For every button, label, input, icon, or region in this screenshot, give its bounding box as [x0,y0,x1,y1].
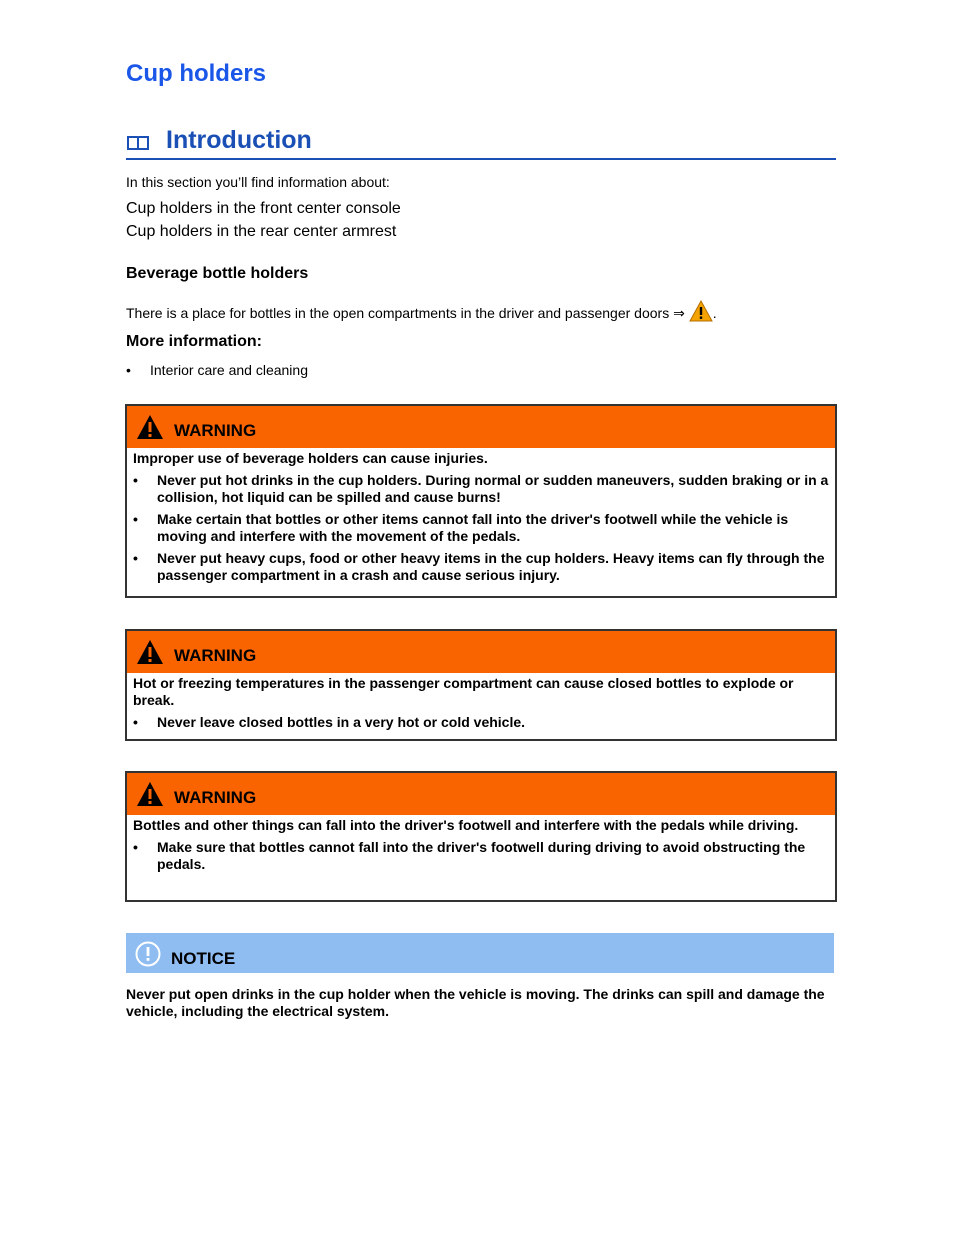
warning-icon [136,781,164,807]
more-info-item[interactable] [126,362,308,378]
warning-title: WARNING [174,421,257,440]
topic-front-console[interactable]: Cup holders in the front center console [126,200,401,217]
warning-body [127,815,835,884]
bullet: • [133,472,138,488]
warning-item-text: Never put hot drinks in the cup holders. During normal or sudden maneuvers, sudden braking or in a collision, hot liquid can be spilled and cause burns! [157,472,829,505]
notice-header [126,933,834,973]
more-info-heading: More information: [126,333,262,350]
bottle-text-end: . [712,305,717,321]
warning-item-text: Never leave closed bottles in a very hot or cold vehicle. [157,714,526,730]
warning-box [125,404,837,598]
section-header [126,126,836,160]
notice-title: NOTICE [171,949,236,968]
intro-text: In this section you’ll find information about: [126,174,390,190]
warning-ref-icon[interactable] [689,300,713,325]
warning-item [133,472,829,506]
warning-header [127,773,835,815]
bullet: • [133,550,138,566]
warning-icon [136,414,164,440]
warning-lead: Improper use of beverage holders can cause injuries. [133,450,488,466]
warning-title: WARNING [174,646,257,665]
topic-rear-armrest[interactable]: Cup holders in the rear center armrest [126,223,397,240]
warning-lead: Bottles and other things can fall into the driver's footwell and interfere with the pedals while driving. [133,817,799,833]
warning-title: WARNING [174,788,257,807]
warning-item [133,511,829,545]
page-title: Cup holders [126,60,267,87]
warning-header [127,406,835,448]
section-title: Introduction [166,126,312,154]
more-info-link[interactable]: Interior care and cleaning [150,362,308,378]
notice-text: Never put open drinks in the cup holder when the vehicle is moving. The drinks can spill and damage the vehicle, including the electrical system. [126,986,825,1019]
bottle-paragraph [126,300,717,325]
warning-icon [136,639,164,665]
warning-item [133,839,829,873]
warning-body [127,673,835,742]
warning-item [133,714,829,731]
warning-header [127,631,835,673]
warning-item-text: Never put heavy cups, food or other heavy items in the cup holders. Heavy items can fly through the passenger compartment in a crash and cause serious injury. [157,550,825,583]
bullet: • [133,714,138,730]
book-icon [126,134,150,157]
exclamation-circle-icon [135,941,161,967]
warning-body [127,448,835,595]
warning-item [133,550,829,584]
warning-item-text: Make sure that bottles cannot fall into the driver's footwell during driving to avoid obstructing the pedals. [157,839,806,872]
warning-box [125,771,837,902]
warning-box [125,629,837,741]
warning-lead: Hot or freezing temperatures in the passenger compartment can cause closed bottles to explode or break. [133,675,794,708]
bottle-text: There is a place for bottles in the open compartments in the driver and passenger doors ⇒ [126,305,685,321]
bullet: • [133,511,138,527]
warning-item-text: Make certain that bottles or other items cannot fall into the driver's footwell while the vehicle is moving and interfere with the movement of the pedals. [157,511,789,544]
bullet: • [126,362,131,378]
bullet: • [133,839,138,855]
bottle-heading: Beverage bottle holders [126,265,309,282]
